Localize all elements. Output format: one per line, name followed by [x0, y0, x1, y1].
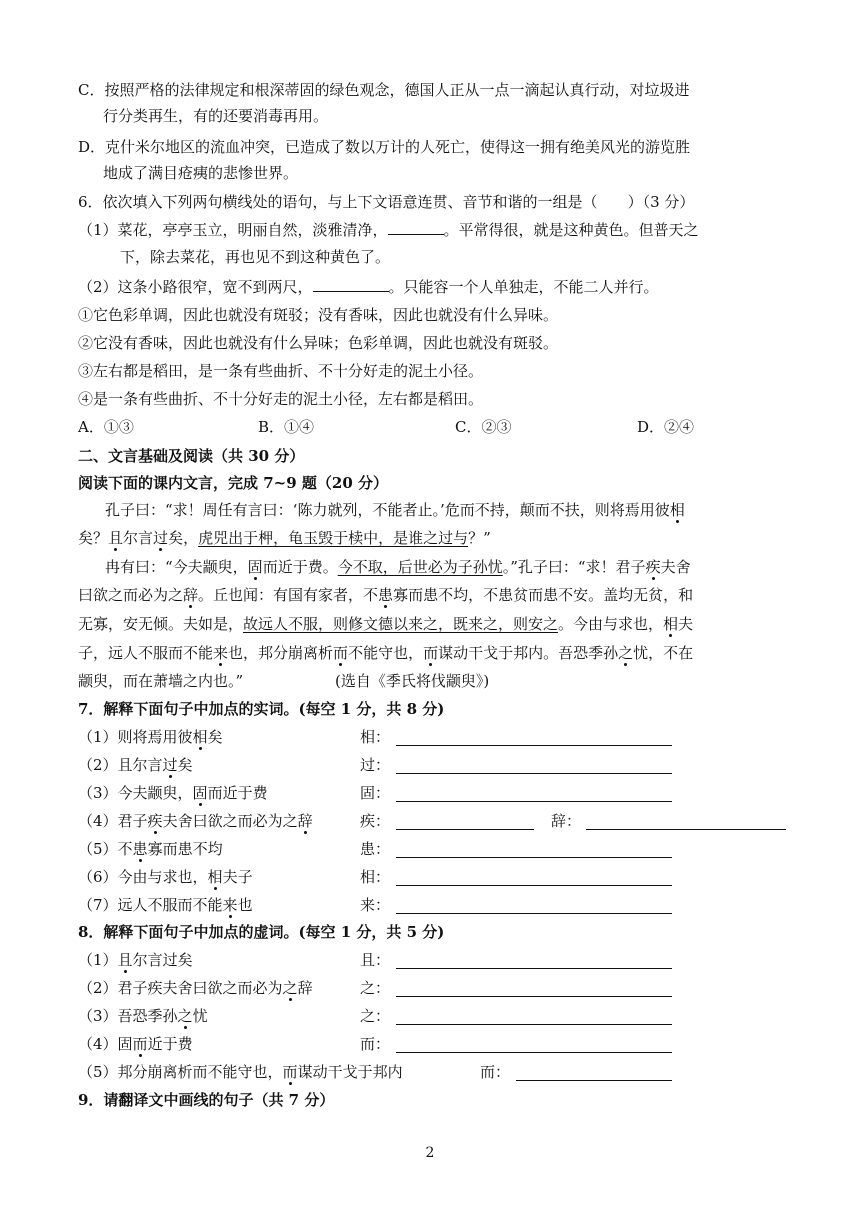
q8-answer-line-1[interactable]	[396, 967, 672, 969]
q8-item-5: （5）邦分崩离析而不能守也，而谋动干戈于邦内	[78, 1063, 403, 1081]
q7-answer-line-7[interactable]	[396, 912, 672, 914]
q5-option-c-line2: 行分类再生，有的还要消毒再用。	[103, 107, 329, 125]
passage-line-1: 孔子曰：“求！周任有言曰：‘陈力就列，不能者止。’危而不持，颠而不扶，则将焉用彼相	[105, 501, 685, 519]
q8-answer-line-3[interactable]	[396, 1023, 672, 1025]
q9-heading: 9．请翻译文中画线的句子（共 7 分）	[78, 1091, 335, 1109]
q8-item-2: （2）君子疾夫舍曰欲之而必为之辞	[78, 979, 313, 997]
q7-answer-line-2[interactable]	[396, 772, 672, 774]
q7-answer-line-5[interactable]	[396, 856, 672, 858]
underlined-sentence-3: 故远人不服，则修文德以来之，既来之，则安之	[243, 615, 559, 633]
q6-choice-d[interactable]: D．②④	[637, 418, 695, 436]
q7-answer-line-6[interactable]	[396, 884, 672, 886]
q8-answer-line-4[interactable]	[396, 1051, 672, 1053]
q7-item-5: （5）不患寡而患不均	[78, 840, 223, 858]
q7-item-4: （4）君子疾夫舍曰欲之而必为之辞	[78, 812, 313, 830]
q7-label-2: 过：	[360, 756, 391, 774]
passage-line-3: 冉有曰：“今夫颛臾，固而近于费。今不取，后世必为子孙忧。”孔子曰：“求！君子疾夫舍	[105, 558, 691, 576]
q8-item-3: （3）吾恐季孙之忧	[78, 1007, 208, 1025]
q5-option-d-line1: D．克什米尔地区的流血冲突，已造成了数以万计的人死亡，使得这一拥有绝美风光的游览胜	[78, 138, 691, 156]
q7-item-7: （7）远人不服而不能来也	[78, 896, 253, 914]
q6-blank-1[interactable]	[388, 220, 444, 235]
q8-label-5: 而：	[480, 1063, 511, 1081]
passage-line-4: 曰欲之而必为之辞。丘也闻：有国有家者，不患寡而患不均，不患贫而患不安。盖均无贫，和	[78, 586, 694, 604]
q7-answer-line-4b[interactable]	[586, 828, 786, 830]
q6-blank-2[interactable]	[313, 277, 389, 292]
q8-item-1: （1）且尔言过矣	[78, 951, 193, 969]
q6-choice-b[interactable]: B．①④	[258, 418, 315, 436]
passage-line-6: 子，远人不服而不能来也，邦分崩离析而不能守也，而谋动干戈于邦内。吾恐季孙之忧，不在	[78, 644, 694, 662]
underlined-sentence-2: 今不取，后世必为子孙忧	[337, 558, 503, 576]
q7-label-4a: 疾：	[360, 812, 391, 830]
q6-option-2: ②它没有香味，因此也就没有什么异味；色彩单调，因此也就没有斑驳。	[78, 334, 559, 352]
q7-label-1: 相：	[360, 728, 391, 746]
q6-stem: 6．依次填入下列两句横线处的语句，与上下文语意连贯、音节和谐的一组是（ ）（3 分）	[78, 193, 695, 211]
q5-option-c-line1: C．按照严格的法律规定和根深蒂固的绿色观念，德国人正从一点一滴起认真行动，对垃圾进	[78, 81, 690, 99]
q7-answer-line-3[interactable]	[396, 800, 672, 802]
q8-label-3: 之：	[360, 1007, 391, 1025]
q7-answer-line-4a[interactable]	[396, 828, 534, 830]
underlined-sentence-1: 虎兕出于柙，龟玉毁于椟中，是谁之过与	[198, 529, 469, 547]
q7-label-4b: 辞：	[551, 812, 582, 830]
q8-heading: 8．解释下面句子中加点的虚词。(每空 1 分，共 5 分)	[78, 923, 445, 941]
q8-label-4: 而：	[360, 1035, 391, 1053]
q7-item-2: （2）且尔言过矣	[78, 756, 193, 774]
q6-sentence-1-cont: 下，除去菜花，再也见不到这种黄色了。	[120, 248, 391, 266]
page-number: 2	[425, 1145, 435, 1161]
q6-option-4: ④是一条有些曲折、不十分好走的泥土小径，左右都是稻田。	[78, 390, 484, 408]
q8-answer-line-5[interactable]	[516, 1079, 672, 1081]
passage-line-5: 无寡，安无倾。夫如是，故远人不服，则修文德以来之，既来之，则安之。今由与求也，相夫	[78, 615, 694, 633]
passage-line-7: 颛臾，而在萧墙之内也。”	[78, 672, 244, 690]
passage-source: (选自《季氏将伐颛臾》)	[335, 672, 490, 690]
q6-option-1: ①它色彩单调，因此也就没有斑驳；没有香味，因此也就没有什么异味。	[78, 306, 559, 324]
q7-label-6: 相：	[360, 868, 391, 886]
q7-item-3: （3）今夫颛臾，固而近于费	[78, 784, 268, 802]
q6-choice-c[interactable]: C．②③	[455, 418, 512, 436]
q7-label-5: 患：	[360, 840, 391, 858]
q8-label-1: 且：	[360, 951, 391, 969]
q6-option-3: ③左右都是稻田，是一条有些曲折、不十分好走的泥土小径。	[78, 362, 484, 380]
passage-line-2: 矣？且尔言过矣，虎兕出于柙，龟玉毁于椟中，是谁之过与？”	[78, 529, 491, 547]
q7-label-7: 来：	[360, 896, 391, 914]
q8-answer-line-2[interactable]	[396, 995, 672, 997]
q6-sentence-1: （1）菜花，亭亭玉立，明丽自然，淡雅清净， 。平常得很，就是这种黄色。但普天之	[78, 221, 699, 239]
section-heading: 二、文言基础及阅读（共 30 分）	[78, 447, 305, 465]
q7-label-3: 固：	[360, 784, 391, 802]
reading-heading: 阅读下面的课内文言，完成 7~9 题（20 分）	[78, 474, 388, 492]
q7-heading: 7．解释下面句子中加点的实词。(每空 1 分，共 8 分)	[78, 700, 445, 718]
q8-label-2: 之：	[360, 979, 391, 997]
q7-answer-line-1[interactable]	[396, 744, 672, 746]
q5-option-d-line2: 地成了满目疮痍的悲惨世界。	[103, 164, 299, 182]
q6-choice-a[interactable]: A．①③	[78, 418, 134, 436]
q8-item-4: （4）固而近于费	[78, 1035, 193, 1053]
q7-item-6: （6）今由与求也，相夫子	[78, 868, 253, 886]
q6-sentence-2: （2）这条小路很窄，宽不到两尺， 。只能容一个人单独走，不能二人并行。	[78, 278, 659, 296]
q7-item-1: （1）则将焉用彼相矣	[78, 728, 223, 746]
